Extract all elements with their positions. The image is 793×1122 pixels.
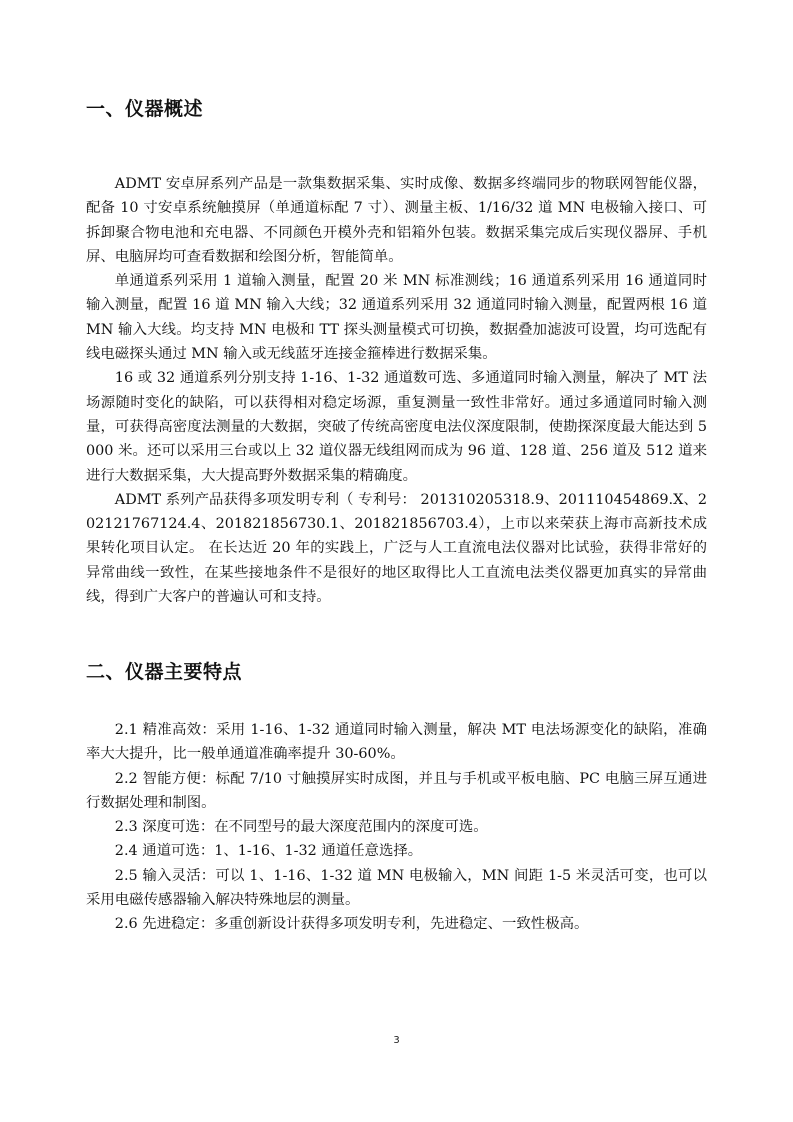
section-title-overview: 一、仪器概述 bbox=[86, 98, 204, 120]
page-number: 3 bbox=[393, 1035, 400, 1046]
overview-paragraph-intro: ADMT 安卓屏系列产品是一款集数据采集、实时成像、数据多终端同步的物联网智能仪器，配备 10 寸安卓系统触摸屏（单通道标配 7 寸）、测量主板、1/16/32 道 MN 电极输入接口、可拆卸聚合物电池和充电器、不同颜色开模外壳和铝箱外包装。数据采集完成后实现仪器屏、手机屏、电脑屏均可查看数据和绘图分析，智能简单。 bbox=[86, 176, 707, 265]
feature-item-smart: 2.2 智能方便：标配 7/10 寸触摸屏实时成图，并且与手机或平板电脑、PC 电脑三屏互通进行数据处理和制图。 bbox=[86, 770, 707, 811]
overview-body bbox=[86, 172, 707, 609]
feature-item-precision: 2.1 精准高效：采用 1-16、1-32 通道同时输入测量，解决 MT 电法场源变化的缺陷，准确率大大提升，比一般单通道准确率提升 30-60%。 bbox=[86, 722, 707, 763]
feature-item-channel: 2.4 通道可选：1、1-16、1-32 通道任意选择。 bbox=[114, 843, 423, 860]
overview-paragraph-patents: ADMT 系列产品获得多项发明专利（ 专利号： 201310205318.9、201110454869.X、202121767124.4、201821856730.1、201821856703.4），上市以来荣获上海市高新技术成果转化项目认定。 在长达近 20 年的实践上，广泛与人工直流电法仪器对比试验，获得非常好的异常曲线一致性，在某些接地条件不是很好的地区取得比人工直流电法类仪器更加真实的异常曲线，得到广大客户的普遍认可和支持。 bbox=[86, 491, 707, 606]
section-title-features: 二、仪器主要特点 bbox=[86, 661, 243, 683]
feature-item-depth: 2.3 深度可选：在不同型号的最大深度范围内的深度可选。 bbox=[114, 819, 488, 836]
overview-paragraph-multichannel: 16 或 32 通道系列分别支持 1-16、1-32 通道数可选、多通道同时输入测量，解决了 MT 法场源随时变化的缺陷，可以获得相对稳定场源，重复测量一致性非常好。通过多通道同时输入测量，可获得高密度法测量的大数据，突破了传统高密度电法仪深度限制，使勘探深度最大能达到 5000 米。还可以采用三台或以上 32 道仪器无线组网而成为 96 道、128 道、256 道及 512 道来进行大数据采集，大大提高野外数据采集的精确度。 bbox=[86, 370, 707, 484]
features-list bbox=[86, 718, 707, 937]
feature-item-input: 2.5 输入灵活：可以 1、1-16、1-32 道 MN 电极输入，MN 间距 1-5 米灵活可变，也可以采用电磁传感器输入解决特殊地层的测量。 bbox=[86, 867, 707, 909]
feature-item-stable: 2.6 先进稳定：多重创新设计获得多项发明专利，先进稳定、一致性极高。 bbox=[114, 916, 589, 933]
overview-paragraph-channels: 单通道系列采用 1 道输入测量，配置 20 米 MN 标准测线；16 通道系列采用 16 通道同时输入测量，配置 16 道 MN 输入大线；32 通道系列采用 32 通道同时输入测量，配置两根 16 道 MN 输入大线。均支持 MN 电极和 TT 探头测量模式可切换，数据叠加滤波可设置，均可选配有线电磁探头通过 MN 输入或无线蓝牙连接金箍棒进行数据采集。 bbox=[86, 273, 707, 363]
